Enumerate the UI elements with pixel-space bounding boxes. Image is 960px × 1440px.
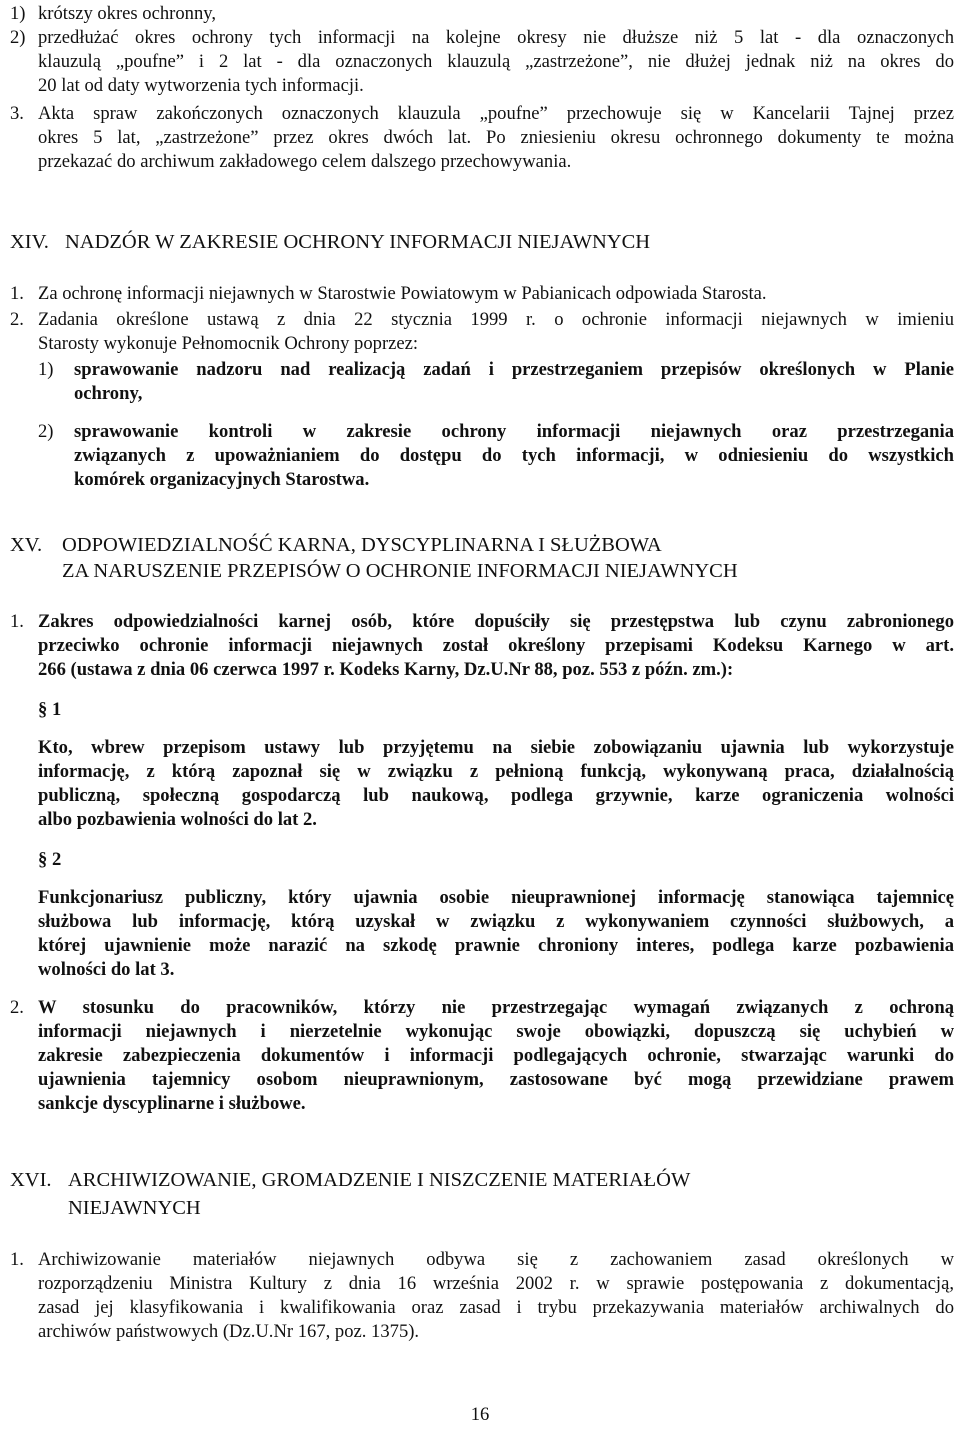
paragraph-line: Zakres odpowiedzialności karnej osób, które dopuściły się przestępstwa lub czynu zabronionego: [38, 611, 954, 632]
section-title-line: ARCHIWIZOWANIE, GROMADZENIE I NISZCZENIE MATERIAŁÓW: [68, 1169, 691, 1191]
paragraph-line: okres 5 lat, „zastrzeżone” przez okres dwóch lat. Po zniesieniu okresu ochronnego dokumenty te można: [38, 127, 954, 148]
paragraph-line: W stosunku do pracowników, którzy nie przestrzegając wymagań związanych z ochroną: [38, 997, 954, 1018]
paragraph-line: sankcje dyscyplinarne i służbowe.: [38, 1093, 306, 1114]
paragraph-line: Funkcjonariusz publiczny, który ujawnia osobie nieuprawnionej informację stanowiąca tajemnicę: [38, 887, 954, 908]
list-item-number: 1): [10, 3, 26, 24]
page-number: 16: [470, 1404, 490, 1425]
paragraph-number: 2.: [10, 997, 24, 1018]
list-item-text-line: przedłużać okres ochrony tych informacji na kolejne okresy nie dłuższe niż 5 lat - dla oznaczonych: [38, 27, 954, 48]
paragraph-line: Za ochronę informacji niejawnych w Starostwie Powiatowym w Pabianicach odpowiada Starosta.: [38, 283, 767, 304]
paragraph-line: Zadania określone ustawą z dnia 22 stycznia 1999 r. o ochronie informacji niejawnych w imieniu: [38, 309, 954, 330]
section-title-line: ODPOWIEDZIALNOŚĆ KARNA, DYSCYPLINARNA I SŁUŻBOWA: [62, 534, 662, 556]
paragraph-line: zasad jej klasyfikowania i kwalifikowania oraz zasad i trybu przekazywania materiałów archiwalnych do: [38, 1297, 954, 1318]
list-item-text: krótszy okres ochronny,: [38, 3, 216, 24]
list-item-number: 2): [10, 27, 26, 48]
list-item-text-line: 20 lat od daty wytworzenia tych informacji.: [38, 75, 364, 96]
list-item-text-line: związanych z upoważnianiem do dostępu do tych informacji, w odniesieniu do wszystkich: [74, 445, 954, 466]
paragraph-line: przekazać do archiwum zakładowego celem dalszego przechowywania.: [38, 151, 572, 172]
list-item-text-line: komórek organizacyjnych Starostwa.: [74, 469, 370, 490]
section-numeral: XVI.: [10, 1169, 52, 1191]
list-item-text-line: ochrony,: [74, 383, 143, 404]
paragraph-line: której ujawnienie może narazić na szkodę prawnie chroniony interes, podlega karze pozbawienia: [38, 935, 954, 956]
paragraph-number: 3.: [10, 103, 24, 124]
section-numeral: XV.: [10, 534, 43, 556]
paragraph-line: archiwów państwowych (Dz.U.Nr 167, poz. 1375).: [38, 1321, 420, 1342]
paragraph-mark: § 1: [38, 699, 62, 720]
paragraph-number: 1.: [10, 1249, 24, 1270]
section-title: NADZÓR W ZAKRESIE OCHRONY INFORMACJI NIEJAWNYCH: [65, 231, 651, 253]
paragraph-line: przeciwko ochronie informacji niejawnych został określony przepisami Kodeksu Karnego w art.: [38, 635, 954, 656]
section-title-line: ZA NARUSZENIE PRZEPISÓW O OCHRONIE INFORMACJI NIEJAWNYCH: [62, 560, 738, 582]
section-title-line: NIEJAWNYCH: [68, 1197, 201, 1219]
paragraph-line: 266 (ustawa z dnia 06 czerwca 1997 r. Kodeks Karny, Dz.U.Nr 88, poz. 553 z późn. zm.):: [38, 659, 734, 680]
list-item-text-line: sprawowanie kontroli w zakresie ochrony informacji niejawnych oraz przestrzegania: [74, 421, 954, 442]
paragraph-line: rozporządzeniu Ministra Kultury z dnia 16 września 2002 r. w sprawie postępowania z dokumentacją,: [38, 1273, 954, 1294]
list-item-number: 1): [38, 359, 54, 380]
paragraph-line: Starosty wykonuje Pełnomocnik Ochrony poprzez:: [38, 333, 419, 354]
list-item-text-line: sprawowanie nadzoru nad realizacją zadań i przestrzeganiem przepisów określonych w Planie: [74, 359, 954, 380]
paragraph-line: Kto, wbrew przepisom ustawy lub przyjętemu na siebie zobowiązaniu ujawnia lub wykorzystuje: [38, 737, 954, 758]
paragraph-line: Akta spraw zakończonych oznaczonych klauzula „poufne” przechowuje się w Kancelarii Tajnej przez: [38, 103, 954, 124]
paragraph-line: zakresie zabezpieczenia dokumentów i informacji podlegających ochronie, stwarzając warunki do: [38, 1045, 954, 1066]
paragraph-number: 1.: [10, 283, 24, 304]
section-numeral: XIV.: [10, 231, 49, 253]
paragraph-number: 1.: [10, 611, 24, 632]
paragraph-mark: § 2: [38, 849, 62, 870]
paragraph-line: Archiwizowanie materiałów niejawnych odbywa się z zachowaniem zasad określonych w: [38, 1249, 954, 1270]
paragraph-line: ujawnienia tajemnicy osobom nieuprawnionym, zastosowane być mogą przewidziane prawem: [38, 1069, 954, 1090]
paragraph-line: wolności do lat 3.: [38, 959, 175, 980]
paragraph-number: 2.: [10, 309, 24, 330]
list-item-number: 2): [38, 421, 54, 442]
paragraph-line: publiczną, społeczną gospodarczą lub naukową, podlega grzywnie, karze ograniczenia wolności: [38, 785, 954, 806]
list-item-text-line: klauzulą „poufne” i 2 lat - dla oznaczonych klauzulą „zastrzeżone”, nie dłużej jednak niż na okres do: [38, 51, 954, 72]
paragraph-line: informację, z którą zapoznał się w związku z pełnioną funkcją, wykonywaną praca, działalnością: [38, 761, 954, 782]
paragraph-line: albo pozbawienia wolności do lat 2.: [38, 809, 317, 830]
paragraph-line: informacji niejawnych i nierzetelnie wykonując swoje obowiązki, dopuszczą się uchybień w: [38, 1021, 954, 1042]
paragraph-line: służbowa lub informację, którą uzyskał w związku z wykonywaniem czynności służbowych, a: [38, 911, 954, 932]
